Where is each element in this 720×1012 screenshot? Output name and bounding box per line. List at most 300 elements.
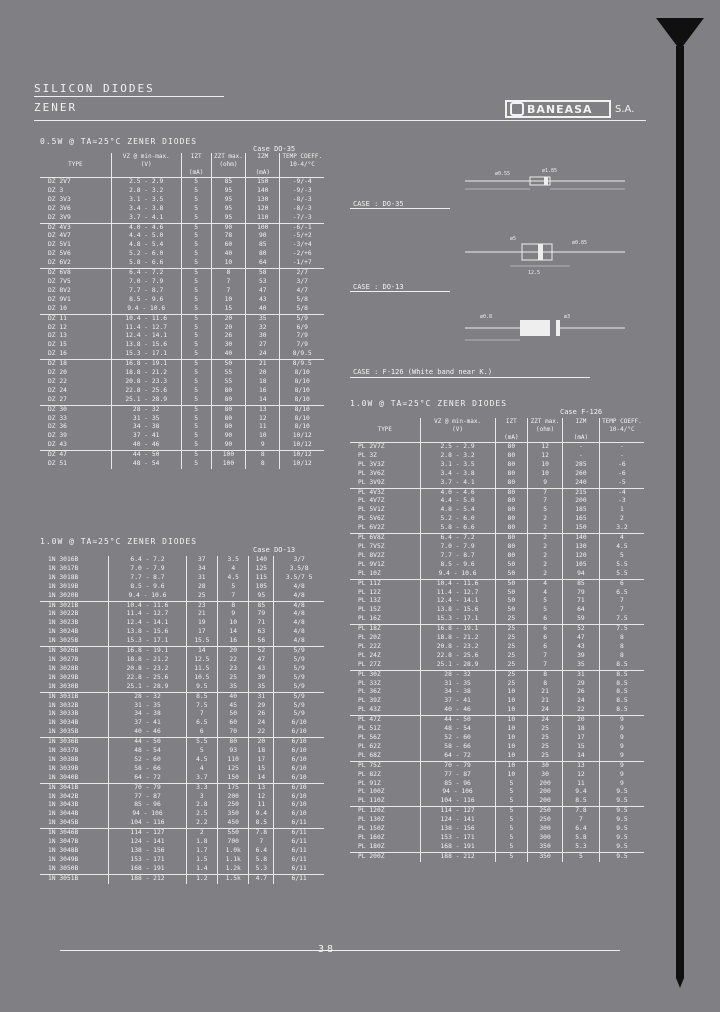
table-cell: 22.8 - 25.6 bbox=[111, 387, 181, 396]
table-cell: 130 bbox=[562, 543, 599, 552]
table-row bbox=[350, 797, 644, 806]
table-row bbox=[350, 761, 644, 770]
table-cell: 9 bbox=[599, 734, 644, 743]
table-cell: 10 bbox=[528, 470, 563, 479]
table-row bbox=[40, 556, 324, 565]
table-cell: 12.5 bbox=[186, 656, 217, 665]
table-cell: 48 - 54 bbox=[420, 725, 495, 734]
table-cell: 27 bbox=[246, 341, 280, 350]
table-cell: 8.5 bbox=[599, 661, 644, 670]
table-cell: 17 bbox=[249, 756, 274, 765]
table-row bbox=[350, 843, 644, 852]
table-cell: DZ 9V1 bbox=[48, 295, 71, 303]
table-row bbox=[40, 628, 324, 637]
table-cell: 5 bbox=[218, 583, 249, 592]
table-cell: 80 bbox=[211, 396, 245, 405]
table-cell: 10/12 bbox=[280, 451, 324, 460]
table-row bbox=[40, 324, 324, 333]
table-cell: 5 bbox=[181, 387, 211, 396]
table-cell: 5 bbox=[181, 423, 211, 432]
table-cell: 30 bbox=[211, 341, 245, 350]
table-cell: 18 bbox=[249, 747, 274, 756]
table-cell: 4 bbox=[186, 765, 217, 774]
table-cell: 4 bbox=[218, 565, 249, 574]
table-row bbox=[350, 716, 644, 725]
table-row bbox=[350, 552, 644, 561]
table-cell: PL 120Z bbox=[358, 807, 385, 815]
table-cell: 28 - 32 bbox=[109, 692, 186, 701]
table-cell: 80 bbox=[495, 552, 528, 561]
table-cell: PL 27Z bbox=[350, 661, 420, 670]
table-cell: 40 bbox=[211, 250, 245, 259]
table-cell: 185 bbox=[562, 506, 599, 515]
table-cell: 1N 3025B bbox=[40, 637, 109, 646]
table-cell: 6/11 bbox=[274, 829, 324, 838]
table-cell: 1.5k bbox=[218, 874, 249, 883]
table-cell: - bbox=[599, 452, 644, 461]
table-cell: PL 16Z bbox=[350, 615, 420, 624]
table-cell: 5 bbox=[181, 250, 211, 259]
table-cell: 2.5 - 2.9 bbox=[420, 443, 495, 452]
table-1w-left bbox=[40, 556, 324, 884]
table-cell: 64 bbox=[246, 259, 280, 268]
table-cell: 56 bbox=[249, 637, 274, 646]
table-cell: -5 bbox=[599, 479, 644, 488]
table-cell: 52 - 60 bbox=[109, 756, 186, 765]
table-cell: 13 bbox=[246, 405, 280, 414]
table-cell: 12 bbox=[249, 793, 274, 802]
table-cell: 5 bbox=[181, 324, 211, 333]
table-cell: 15 bbox=[249, 765, 274, 774]
table-cell: -6 bbox=[599, 470, 644, 479]
table-cell: 11 bbox=[562, 780, 599, 789]
table-cell: 25 bbox=[495, 643, 528, 652]
table-cell: 9 bbox=[599, 771, 644, 780]
footer-rule bbox=[60, 950, 620, 951]
table-cell: 34 bbox=[186, 565, 217, 574]
table-cell: 5/9 bbox=[274, 665, 324, 674]
table-cell: 64 bbox=[562, 606, 599, 615]
table-cell: 1N 3044B bbox=[48, 810, 79, 818]
table-cell: 18.8 - 21.2 bbox=[111, 369, 181, 378]
table-cell: 13 bbox=[562, 761, 599, 770]
table-cell: 15.5 bbox=[186, 637, 217, 646]
table-row bbox=[40, 214, 324, 223]
table-cell: -1/+7 bbox=[280, 259, 324, 268]
table-cell: 77 - 87 bbox=[109, 793, 186, 802]
table-cell: 22.8 - 25.6 bbox=[420, 652, 495, 661]
table-cell: 37 - 41 bbox=[109, 719, 186, 728]
table-cell: 20.8 - 23.3 bbox=[111, 378, 181, 387]
table-cell: 138 - 156 bbox=[420, 825, 495, 834]
table-cell: 44 - 50 bbox=[111, 451, 181, 460]
table-cell: 8.5 - 9.6 bbox=[111, 296, 181, 305]
table-cell: PL 8V2Z bbox=[358, 551, 385, 559]
table-cell: 79 bbox=[562, 589, 599, 598]
table-cell: DZ 13 bbox=[48, 332, 67, 340]
table-cell: PL 15Z bbox=[358, 606, 381, 614]
table-cell: 5 bbox=[495, 807, 528, 816]
table-cell: DZ 51 bbox=[48, 460, 67, 468]
table-cell: 1N 3019B bbox=[48, 582, 79, 590]
table-cell: 28 - 32 bbox=[111, 405, 181, 414]
table-row bbox=[40, 415, 324, 424]
table-cell: 44 - 50 bbox=[420, 716, 495, 725]
table-cell: 5.3 bbox=[249, 865, 274, 874]
table-cell: 94 - 106 bbox=[109, 810, 186, 819]
table-cell: 24 bbox=[249, 719, 274, 728]
table-cell: 8/10 bbox=[280, 405, 324, 414]
table-cell: 5.2 - 6.0 bbox=[420, 515, 495, 524]
table-cell: 8/9.5 bbox=[280, 360, 324, 369]
table-cell: 100 bbox=[211, 451, 245, 460]
table-cell: 8.5 bbox=[599, 706, 644, 715]
table-cell: 4 bbox=[599, 534, 644, 543]
table-cell: 300 bbox=[528, 825, 563, 834]
table-cell: 1.2k bbox=[218, 865, 249, 874]
section-1w-right-case: Case F-126 bbox=[560, 408, 603, 416]
table-cell: 5/9 bbox=[274, 702, 324, 711]
table-cell: 23 bbox=[186, 601, 217, 610]
table-cell: 5 bbox=[181, 360, 211, 369]
table-cell: DZ 3V9 bbox=[40, 214, 111, 223]
col-r-type: TYPE bbox=[350, 418, 420, 443]
table-cell: 4.4 - 5.0 bbox=[111, 232, 181, 241]
table-cell: 34 - 38 bbox=[111, 423, 181, 432]
table-cell: 9.5 bbox=[599, 843, 644, 852]
table-row bbox=[350, 524, 644, 533]
table-cell: 11.4 - 12.7 bbox=[420, 589, 495, 598]
table-cell: 80 bbox=[495, 534, 528, 543]
logo-mark-icon bbox=[510, 102, 524, 116]
table-cell: 8/10 bbox=[280, 387, 324, 396]
table-row bbox=[40, 801, 324, 810]
table-cell: 2 bbox=[528, 543, 563, 552]
table-cell: 10 bbox=[211, 259, 245, 268]
table-cell: 1N 3016B bbox=[48, 556, 79, 563]
table-cell: 22 bbox=[562, 706, 599, 715]
table-cell: 85 bbox=[249, 601, 274, 610]
table-1w-right-body bbox=[350, 443, 644, 862]
col-r-temp-label: TEMP COEFF. bbox=[602, 418, 642, 425]
page-title: SILICON DIODES bbox=[34, 82, 155, 95]
page-number: 38 bbox=[318, 944, 337, 955]
table-cell: 5 bbox=[181, 241, 211, 250]
table-cell: 8 bbox=[246, 460, 280, 469]
table-row bbox=[40, 241, 324, 250]
table-cell: 6/11 bbox=[274, 856, 324, 865]
table-cell: 10/12 bbox=[280, 432, 324, 441]
table-cell: 70 - 79 bbox=[109, 783, 186, 792]
col-temp bbox=[280, 153, 324, 178]
table-cell: DZ 4V3 bbox=[48, 223, 71, 231]
table-cell: 110 bbox=[218, 756, 249, 765]
table-cell: 5 bbox=[181, 415, 211, 424]
table-cell: 5 bbox=[495, 825, 528, 834]
table-cell: 5.5 bbox=[599, 561, 644, 570]
table-cell: 8/10 bbox=[280, 415, 324, 424]
table-cell: 85 bbox=[211, 178, 245, 187]
table-cell: 6 bbox=[528, 643, 563, 652]
table-cell: 15 bbox=[562, 743, 599, 752]
col-zzt-unit: (ohm) bbox=[219, 161, 238, 168]
table-cell: 35 bbox=[218, 683, 249, 692]
table-cell: 1.8 bbox=[186, 838, 217, 847]
table-row bbox=[350, 579, 644, 588]
table-cell: DZ 27 bbox=[40, 396, 111, 405]
table-cell: 5 bbox=[181, 269, 211, 278]
table-cell: 20 bbox=[246, 369, 280, 378]
table-cell: 34 - 38 bbox=[109, 710, 186, 719]
table-cell: 6.4 bbox=[249, 847, 274, 856]
table-cell: 1N 3050B bbox=[40, 865, 109, 874]
table-cell: 50 bbox=[495, 561, 528, 570]
table-cell: 6/10 bbox=[274, 738, 324, 747]
table-cell: 4/8 bbox=[274, 583, 324, 592]
table-cell: 4/8 bbox=[274, 637, 324, 646]
table-cell: 6 bbox=[528, 634, 563, 643]
table-cell: 15.3 - 17.1 bbox=[109, 637, 186, 646]
table-cell: 350 bbox=[528, 852, 563, 861]
table-cell: PL 5V1Z bbox=[358, 506, 385, 514]
table-cell: PL 62Z bbox=[358, 742, 381, 750]
table-cell: 7/9 bbox=[280, 332, 324, 341]
table-row bbox=[40, 793, 324, 802]
table-cell: 300 bbox=[528, 834, 563, 843]
table-cell: 39 bbox=[249, 674, 274, 683]
svg-text:ø0.85: ø0.85 bbox=[572, 240, 588, 246]
table-cell: 48 - 54 bbox=[111, 460, 181, 469]
col-r-zzt-label: ZZT max. bbox=[530, 418, 560, 425]
table-cell: 8/10 bbox=[280, 378, 324, 387]
table-cell: 13.8 - 15.6 bbox=[109, 628, 186, 637]
table-cell: 8.5 - 9.6 bbox=[109, 583, 186, 592]
table-row bbox=[350, 497, 644, 506]
table-cell: 19 bbox=[186, 619, 217, 628]
table-cell: 9 bbox=[599, 761, 644, 770]
table-cell: 5/9 bbox=[274, 647, 324, 656]
table-row bbox=[350, 697, 644, 706]
table-cell: PL 3V6Z bbox=[358, 469, 385, 477]
table-row bbox=[40, 451, 324, 460]
svg-text:ø0.55: ø0.55 bbox=[495, 171, 511, 177]
table-cell: 20.8 - 23.2 bbox=[109, 665, 186, 674]
table-row bbox=[350, 734, 644, 743]
table-cell: 1N 3029B bbox=[48, 673, 79, 681]
table-cell: 20 bbox=[249, 738, 274, 747]
table-cell: 31 - 35 bbox=[111, 415, 181, 424]
table-05w-body bbox=[40, 178, 324, 470]
table-cell: 17 bbox=[562, 734, 599, 743]
table-cell: 34 - 38 bbox=[420, 688, 495, 697]
col-izt bbox=[181, 153, 211, 178]
svg-text:ø5: ø5 bbox=[510, 236, 517, 242]
table-row bbox=[350, 443, 644, 452]
table-cell: 8.5 bbox=[186, 692, 217, 701]
table-cell: 9.5 bbox=[599, 825, 644, 834]
table-cell: 1N 3046B bbox=[48, 829, 79, 837]
table-cell: 9.5 bbox=[599, 816, 644, 825]
table-row bbox=[40, 774, 324, 783]
table-cell: 47 bbox=[249, 656, 274, 665]
table-cell: 63 bbox=[249, 628, 274, 637]
table-cell: 6/10 bbox=[274, 765, 324, 774]
table-cell: 115 bbox=[249, 574, 274, 583]
table-cell: 10 bbox=[495, 743, 528, 752]
table-cell: 12.4 - 14.1 bbox=[111, 332, 181, 341]
table-row bbox=[40, 592, 324, 601]
table-cell: 130 bbox=[246, 196, 280, 205]
table-cell: 5 bbox=[495, 788, 528, 797]
table-cell: 58 bbox=[246, 269, 280, 278]
table-cell: 1N 3027B bbox=[48, 655, 79, 663]
table-row bbox=[40, 756, 324, 765]
table-cell: 20 bbox=[562, 716, 599, 725]
table-cell: 24 bbox=[246, 350, 280, 359]
table-cell: 175 bbox=[218, 783, 249, 792]
table-cell: 50 bbox=[211, 360, 245, 369]
table-cell: 37 - 41 bbox=[420, 697, 495, 706]
table-cell: PL 6V8Z bbox=[358, 534, 385, 542]
table-cell: 5 bbox=[562, 852, 599, 861]
table-cell: 10 bbox=[495, 771, 528, 780]
table-cell: 100 bbox=[246, 223, 280, 232]
table-row bbox=[40, 565, 324, 574]
table-cell: 8 bbox=[246, 451, 280, 460]
table-cell: 14 bbox=[249, 774, 274, 783]
table-cell: 100 bbox=[211, 460, 245, 469]
table-cell: 17 bbox=[186, 628, 217, 637]
table-cell: 8.5 bbox=[599, 670, 644, 679]
table-cell: 1N 3041B bbox=[48, 783, 79, 791]
table-cell: 50 bbox=[495, 597, 528, 606]
table-cell: 30 bbox=[528, 761, 563, 770]
table-cell: 6.4 - 7.2 bbox=[109, 556, 186, 565]
table-cell: 5/9 bbox=[274, 710, 324, 719]
table-cell: 1N 3045B bbox=[40, 819, 109, 828]
table-cell: 5 bbox=[186, 747, 217, 756]
table-cell: 10 bbox=[495, 716, 528, 725]
table-cell: 3.5/7 5 bbox=[274, 574, 324, 583]
table-cell: 2.8 - 3.2 bbox=[111, 187, 181, 196]
table-cell: PL 13Z bbox=[358, 597, 381, 605]
table-cell: 2.2 bbox=[186, 819, 217, 828]
table-cell: 48 - 54 bbox=[109, 747, 186, 756]
table-row bbox=[350, 725, 644, 734]
table-cell: 7.7 - 8.7 bbox=[420, 552, 495, 561]
table-cell: 6.4 bbox=[562, 825, 599, 834]
table-cell: 5 bbox=[528, 597, 563, 606]
table-cell: 50 bbox=[495, 570, 528, 579]
col-r-izt bbox=[495, 418, 528, 443]
table-cell: 14 bbox=[246, 396, 280, 405]
table-row bbox=[350, 570, 644, 579]
table-cell: 10 bbox=[495, 752, 528, 761]
table-cell: 9.4 bbox=[249, 810, 274, 819]
table-cell: DZ 33 bbox=[48, 414, 67, 422]
table-cell: 16.8 - 19.1 bbox=[420, 625, 495, 634]
table-cell: 4.5 bbox=[186, 756, 217, 765]
table-cell: DZ 39 bbox=[48, 432, 67, 440]
table-cell: 9 bbox=[599, 743, 644, 752]
table-row bbox=[40, 305, 324, 314]
table-cell: 20 bbox=[211, 314, 245, 323]
table-cell: PL 30Z bbox=[358, 670, 381, 678]
table-cell: DZ 5V1 bbox=[48, 241, 71, 249]
table-cell: 3 bbox=[186, 793, 217, 802]
table-row bbox=[40, 387, 324, 396]
table-cell: 8/10 bbox=[280, 423, 324, 432]
table-cell: 25 bbox=[495, 625, 528, 634]
table-cell: 5 bbox=[181, 441, 211, 450]
table-cell: PL 2V7Z bbox=[358, 443, 385, 450]
table-cell: 3.1 - 3.5 bbox=[420, 461, 495, 470]
table-cell: 7.0 - 7.9 bbox=[109, 565, 186, 574]
table-cell: 3.5/8 bbox=[274, 565, 324, 574]
table-row bbox=[40, 665, 324, 674]
table-cell: 1.7 bbox=[186, 847, 217, 856]
table-cell: 80 bbox=[211, 415, 245, 424]
table-cell: PL 9V1Z bbox=[358, 560, 385, 568]
table-cell: 10.4 - 11.6 bbox=[111, 314, 181, 323]
table-row bbox=[40, 856, 324, 865]
table-cell: 50 bbox=[495, 589, 528, 598]
table-cell: 25 bbox=[528, 752, 563, 761]
table-cell: 8.5 bbox=[599, 688, 644, 697]
table-row bbox=[40, 637, 324, 646]
table-cell: 25 bbox=[495, 661, 528, 670]
col-temp-unit: 10-4/°C bbox=[289, 161, 315, 168]
table-cell: 5 bbox=[181, 278, 211, 287]
table-cell: 71 bbox=[249, 619, 274, 628]
table-cell: 80 bbox=[218, 738, 249, 747]
table-row bbox=[40, 683, 324, 692]
table-row bbox=[350, 461, 644, 470]
table-cell: 80 bbox=[495, 461, 528, 470]
col-vz bbox=[111, 153, 181, 178]
col-r-izm bbox=[562, 418, 599, 443]
table-cell: -9/-4 bbox=[280, 178, 324, 187]
table-cell: 110 bbox=[246, 214, 280, 223]
table-cell: 3/7 bbox=[280, 278, 324, 287]
table-cell: 3.2 bbox=[599, 524, 644, 533]
table-cell: 95 bbox=[211, 187, 245, 196]
table-cell: -8/-3 bbox=[280, 196, 324, 205]
table-cell: PL 56Z bbox=[358, 734, 381, 741]
table-cell: 6/10 bbox=[274, 719, 324, 728]
table-cell: 11.5 bbox=[186, 665, 217, 674]
table-cell: 2/7 bbox=[280, 269, 324, 278]
table-cell: 15.3 - 17.1 bbox=[111, 350, 181, 359]
table-row bbox=[350, 652, 644, 661]
table-cell: 85 - 96 bbox=[109, 801, 186, 810]
table-cell: 90 bbox=[246, 232, 280, 241]
table-cell: 4.4 - 5.0 bbox=[420, 497, 495, 506]
table-cell: 29 bbox=[249, 702, 274, 711]
table-row bbox=[40, 178, 324, 187]
table-row bbox=[350, 706, 644, 715]
table-cell: 1N 3018B bbox=[48, 573, 79, 581]
table-cell: 43 bbox=[562, 643, 599, 652]
title-rule bbox=[34, 96, 224, 97]
table-cell: 8.5 bbox=[249, 819, 274, 828]
table-row bbox=[350, 807, 644, 816]
table-cell: DZ 18 bbox=[48, 360, 67, 368]
table-row bbox=[40, 187, 324, 196]
table-cell: 10 bbox=[218, 619, 249, 628]
table-cell: 24 bbox=[528, 706, 563, 715]
table-row bbox=[350, 515, 644, 524]
